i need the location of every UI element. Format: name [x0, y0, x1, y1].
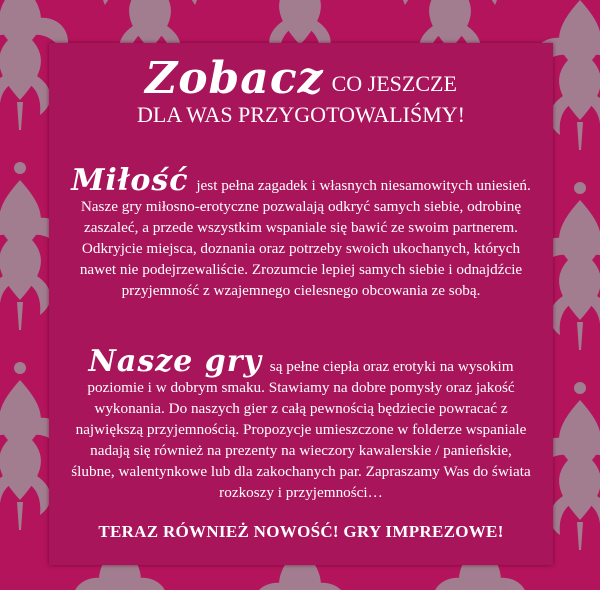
headline-script-word: Zobacz [145, 53, 324, 104]
content-panel [49, 43, 553, 565]
bottom-announcement: TERAZ RÓWNIEŻ NOWOŚĆ! GRY IMPREZOWE! [98, 522, 504, 541]
section-love [67, 163, 535, 301]
section-our-games [67, 344, 535, 503]
headline-line2: DLA WAS PRZYGOTOWALIŚMY! [137, 102, 465, 127]
headline-line1-rest: CO JESZCZE [331, 71, 457, 96]
section-our-games-lead: Nasze gry [88, 344, 262, 379]
section-love-text: jest pełna zagadek i własnych niesamowitych uniesień. Nasze gry miłosno-erotyczne pozwalają odkryć samych siebie, odrobinę zaszaleć, a przede wszystkim wspaniale się bawić ze swoim partnerem. Odkryjcie miejsca, doznania oraz potrzeby swoich ukochanych, których nawet nie podejrzewaliście. Zrozumcie lepiej samych siebie i odnajdźcie przyjemność z wzajemnego cielesnego obcowania ze sobą. [79, 177, 531, 299]
section-love-lead: Miłość [71, 163, 189, 198]
headline [49, 53, 553, 127]
section-our-games-text: są pełne ciepła oraz erotyki na wysokim poziomie i w dobrym smaku. Stawiamy na dobre pomysły oraz jakość wykonania. Do naszych gier z całą pewnością będziecie powracać z największą przyjemnością. Propozycje umieszczone w folderze wspaniale nadają się również na prezenty na wieczory kawalerskie / panieńskie, ślubne, walentynkowe lub dla zakochanych par. Zapraszamy Was do świata rozkoszy i przyjemności… [71, 358, 531, 501]
